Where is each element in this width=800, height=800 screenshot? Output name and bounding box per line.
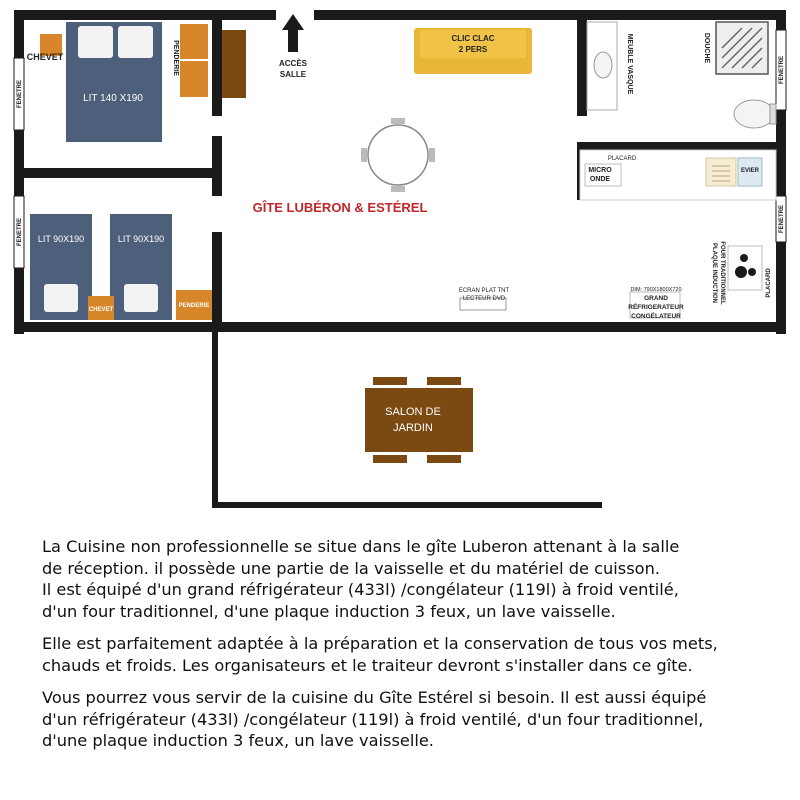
- wall-inner-bottom: [212, 232, 222, 327]
- wall-top-right: [314, 10, 786, 20]
- penderie-label: PENDERIE: [178, 303, 210, 309]
- kitchen: [580, 150, 776, 320]
- burner-icon: [740, 254, 748, 262]
- douche-label: DOUCHE: [703, 32, 710, 64]
- bed-label: LIT 140 X190: [83, 93, 143, 104]
- bathroom: [587, 22, 776, 128]
- pillow: [118, 26, 153, 58]
- wardrobe: [180, 61, 208, 97]
- pillow: [44, 284, 78, 312]
- fenetre-label: FENETRE: [17, 79, 23, 109]
- description-paragraph: Elle est parfaitement adaptée à la préparation et la conservation de tous vos mets, chauds et froids. Les organisateurs et le traiteur devront s'installer dans ce gîte.: [42, 634, 718, 675]
- garden-chair: [373, 377, 407, 385]
- toilet-icon: [734, 100, 776, 128]
- microwave-label: ONDE: [589, 176, 611, 183]
- vasque-label: MEUBLE VASQUE: [626, 33, 633, 95]
- garden-table: [365, 388, 473, 452]
- wardrobe: [180, 24, 208, 59]
- acces-label: ACCÈS: [278, 59, 308, 68]
- living-room: [222, 14, 532, 310]
- plaque-label: FOUR TRADITIONNEL: [719, 241, 725, 305]
- shower-icon: [716, 22, 768, 74]
- description-paragraph: Vous pourrez vous servir de la cuisine du Gîte Estérel si besoin. Il est aussi équipé d'un réfrigérateur (433l) /congélateur (119l) à froid ventilé, d'un four traditionnel, d'une plaque induction 3 feux, un lave vaisselle.: [42, 688, 707, 750]
- microwave-label: MICRO: [588, 167, 612, 174]
- garden-set: [365, 377, 473, 463]
- bedroom-double: [27, 22, 208, 142]
- garden-label: SALON DE: [385, 406, 441, 418]
- plaque-label: PLAQUE INDUCTION: [711, 243, 717, 303]
- placard-label: PLACARD: [766, 268, 772, 298]
- chair: [429, 148, 435, 162]
- fridge-label: GRAND: [644, 295, 668, 302]
- bedroom-twin: [30, 214, 212, 320]
- penderie-label: PENDERIE: [172, 40, 179, 76]
- round-table: [368, 125, 428, 185]
- fenetre-label: FENETRE: [17, 217, 23, 247]
- bed-label: LIT 90X190: [117, 234, 165, 244]
- garden-chair: [427, 455, 461, 463]
- wall-bedrooms-divider: [14, 168, 222, 178]
- garden-chair: [373, 455, 407, 463]
- sofa-label: CLIC CLAC: [451, 34, 495, 43]
- fridge-label: CONGÉLATEUR: [631, 313, 681, 320]
- chair: [391, 186, 405, 192]
- fenetre-label: FENETRE: [779, 55, 785, 85]
- wall-garden-left: [212, 332, 218, 508]
- gite-title: GÎTE LUBÉRON & ESTÉREL: [252, 200, 428, 215]
- sofa-label: 2 PERS: [458, 45, 488, 54]
- evier-label: EVIER: [740, 168, 760, 174]
- fenetre-label: FENETRE: [779, 204, 785, 234]
- placard-label: PLACARD: [607, 156, 637, 162]
- burner-icon: [748, 268, 756, 276]
- tv-label: ECRAN PLAT TNT: [458, 288, 510, 294]
- garden-label: JARDIN: [393, 422, 433, 434]
- burner-icon: [735, 266, 747, 278]
- wall-bathroom-left: [577, 10, 587, 116]
- wall-garden-bottom: [212, 502, 602, 508]
- tv-label: LECTEUR DVD: [462, 296, 506, 302]
- entrance-arrow-icon: [282, 14, 304, 52]
- fridge-dim: DIM: 790X1800X720: [630, 287, 682, 293]
- pillow: [78, 26, 113, 58]
- wall-bottom: [14, 322, 786, 332]
- wall-bathroom-bottom: [577, 142, 786, 150]
- description-paragraph: La Cuisine non professionnelle se situe dans le gîte Luberon attenant à la salle de réception. il possède une partie de la vaisselle et du matériel de cuisson. Il est équipé d'un grand réfrigérateur (433l) /congélateur (119l) à froid ventilé, d'un four traditionnel, d'une plaque induction 3 feux, un lave vaisselle.: [42, 537, 680, 621]
- drainboard: [706, 158, 736, 186]
- cabinet: [222, 30, 246, 98]
- sink-icon: [594, 52, 612, 78]
- chevet-label: CHEVET: [88, 307, 114, 313]
- wall-inner-mid: [212, 136, 222, 196]
- bed-label: LIT 90X190: [37, 234, 85, 244]
- garden-chair: [427, 377, 461, 385]
- chair: [361, 148, 367, 162]
- pillow: [124, 284, 158, 312]
- fridge-label: RÉFRIGERATEUR: [628, 304, 684, 311]
- wall-inner-top: [212, 10, 222, 116]
- acces-label: SALLE: [279, 70, 307, 79]
- chair: [391, 118, 405, 124]
- description: [42, 536, 782, 763]
- chevet-label: CHEVET: [26, 52, 64, 62]
- wall-top-left: [14, 10, 276, 20]
